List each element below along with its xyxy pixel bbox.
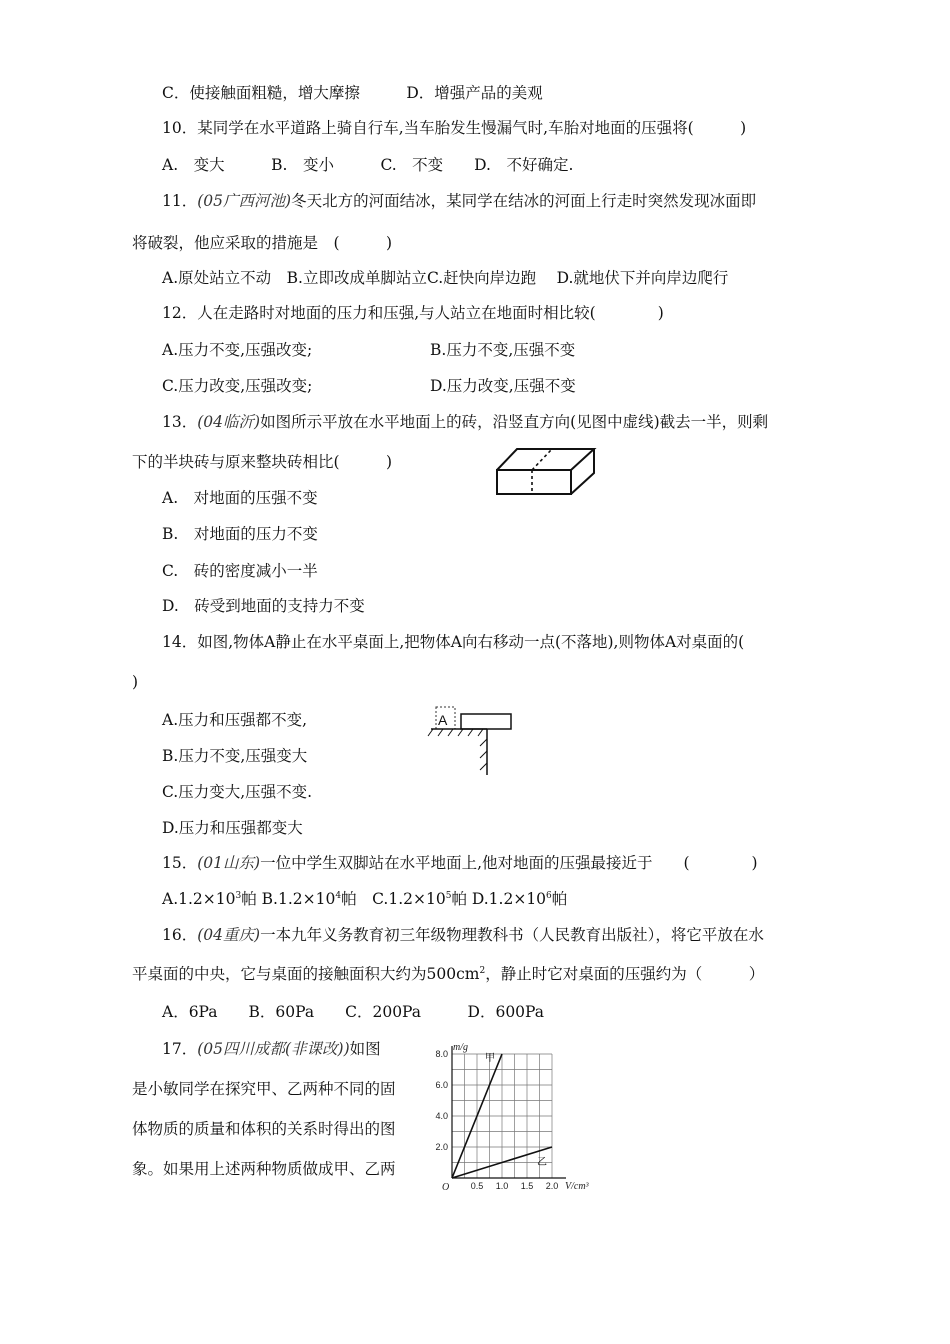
q14-option-a: A.压力和压强都不变, <box>162 711 308 729</box>
table-edge-figure <box>425 705 517 780</box>
brick-figure <box>494 445 598 497</box>
q17-text: 如图 <box>349 1040 381 1058</box>
q15-stem <box>162 853 758 873</box>
object-a-label: A <box>438 712 448 728</box>
chart-y-axis-label: m/g <box>453 1042 468 1053</box>
q17-stem <box>162 1039 381 1059</box>
q13-option-d: D. 砖受到地面的支持力不变 <box>162 597 365 615</box>
brick-front-face <box>497 470 571 494</box>
q14-option-b: B.压力不变,压强变大 <box>162 747 308 765</box>
mass-volume-chart <box>426 1036 602 1198</box>
q13-source: (04临沂) <box>197 413 261 431</box>
q12-option-a: A.压力不变,压强改变; <box>162 341 313 359</box>
q14-option-c: C.压力变大,压强不变. <box>162 783 313 801</box>
q15-text: 一位中学生双脚站在水平地面上,他对地面的压强最接近于 ( ) <box>260 854 758 872</box>
brick-top-face <box>497 449 594 470</box>
q11-number: 11． <box>162 192 198 210</box>
q14-stem: 14．如图,物体A静止在水平桌面上,把物体A向右移动一点(不落地),则物体A对桌面的( <box>162 633 745 651</box>
table-hatching <box>428 729 487 770</box>
q16-text: 一本九年义务教育初三年级物理教科书（人民教育出版社），将它平放在水 <box>260 926 764 944</box>
brick-side-face <box>571 449 594 494</box>
q13-option-c: C. 砖的密度减小一半 <box>162 562 318 580</box>
q17-source: (05四川成都(非课改)) <box>197 1040 350 1058</box>
q17-line-2: 是小敏同学在探究甲、乙两种不同的固 <box>132 1080 396 1098</box>
q13-number: 13． <box>162 413 198 431</box>
q13-text: 如图所示平放在水平地面上的砖，沿竖直方向(见图中虚线)截去一半，则剩 <box>260 413 769 431</box>
q10-stem: 10．某同学在水平道路上骑自行车,当车胎发生慢漏气时,车胎对地面的压强将( ) <box>162 119 747 137</box>
q11-source: (05广西河池) <box>197 192 292 210</box>
q15-source: (01山东) <box>197 854 261 872</box>
q16-stem <box>162 925 764 945</box>
q10-options: A. 变大 B. 变小 C. 不变 D. 不好确定. <box>162 156 574 174</box>
q11-stem <box>162 191 756 211</box>
q15-options: $A.1.2\times 10^3$帕 $B.1.2\times 10^4$帕 $C.1.2\times 10^5$帕 $D.1.2\times 10^6$帕 <box>162 890 568 908</box>
chart-y-tick-label: 4.0 <box>435 1111 448 1121</box>
chart-series-label-2: 乙 <box>537 1157 547 1168</box>
chart-y-tick-label: 6.0 <box>435 1080 448 1090</box>
q16-options: A．6Pa B．60Pa C．200Pa D．600Pa <box>162 1003 545 1021</box>
brick-cut-line-top <box>532 449 552 470</box>
q13-option-b: B. 对地面的压力不变 <box>162 525 318 543</box>
q14-stem-cont: ) <box>132 673 139 691</box>
chart-x-axis-label: V/cm³ <box>565 1181 589 1192</box>
q11-text: 冬天北方的河面结冰，某同学在结冰的河面上行走时突然发现冰面即 <box>291 192 757 210</box>
chart-x-tick-label: 1.0 <box>495 1181 509 1191</box>
q17-line-3: 体物质的质量和体积的关系时得出的图 <box>132 1120 396 1138</box>
chart-x-tick-label: 2.0 <box>545 1181 559 1191</box>
q12-option-c: C.压力改变,压强改变; <box>162 377 313 395</box>
chart-x-tick-label: 1.5 <box>520 1181 534 1191</box>
chart-series-label-1: 甲 <box>485 1053 495 1064</box>
q9-options-cd: C．使接触面粗糙，增大摩擦 D．增强产品的美观 <box>162 84 543 102</box>
q12-stem: 12．人在走路时对地面的压力和压强,与人站立在地面时相比较( ) <box>162 304 664 322</box>
q11-options: A.原处站立不动 B.立即改成单脚站立C.赶快向岸边跑 D.就地伏下并向岸边爬行 <box>162 269 729 287</box>
chart-origin-label: O <box>442 1182 450 1193</box>
q13-option-a: A. 对地面的压强不变 <box>162 489 318 507</box>
chart-y-tick-label: 8.0 <box>435 1049 448 1059</box>
q17-line-4: 象。如果用上述两种物质做成甲、乙两 <box>132 1160 396 1178</box>
q16-number: 16． <box>162 926 198 944</box>
q16-source: (04重庆) <box>197 926 261 944</box>
q16-stem-cont: 平桌面的中央，它与桌面的接触面积大约为$500cm^2$，静止时它对桌面的压强约为（ ） <box>132 965 765 983</box>
chart-y-tick-label: 2.0 <box>435 1142 448 1152</box>
q13-stem-cont: 下的半块砖与原来整块砖相比( ) <box>132 453 393 471</box>
q14-option-d: D.压力和压强都变大 <box>162 819 303 837</box>
object-a-moved <box>461 714 511 729</box>
chart-x-tick-label: 0.5 <box>470 1181 484 1191</box>
q12-option-d: D.压力改变,压强不变 <box>430 377 576 395</box>
q13-stem <box>162 412 768 432</box>
q11-stem-cont: 将破裂，他应采取的措施是 ( ) <box>132 234 393 252</box>
q12-option-b: B.压力不变,压强不变 <box>430 341 576 359</box>
q17-number: 17． <box>162 1040 198 1058</box>
q15-number: 15． <box>162 854 198 872</box>
